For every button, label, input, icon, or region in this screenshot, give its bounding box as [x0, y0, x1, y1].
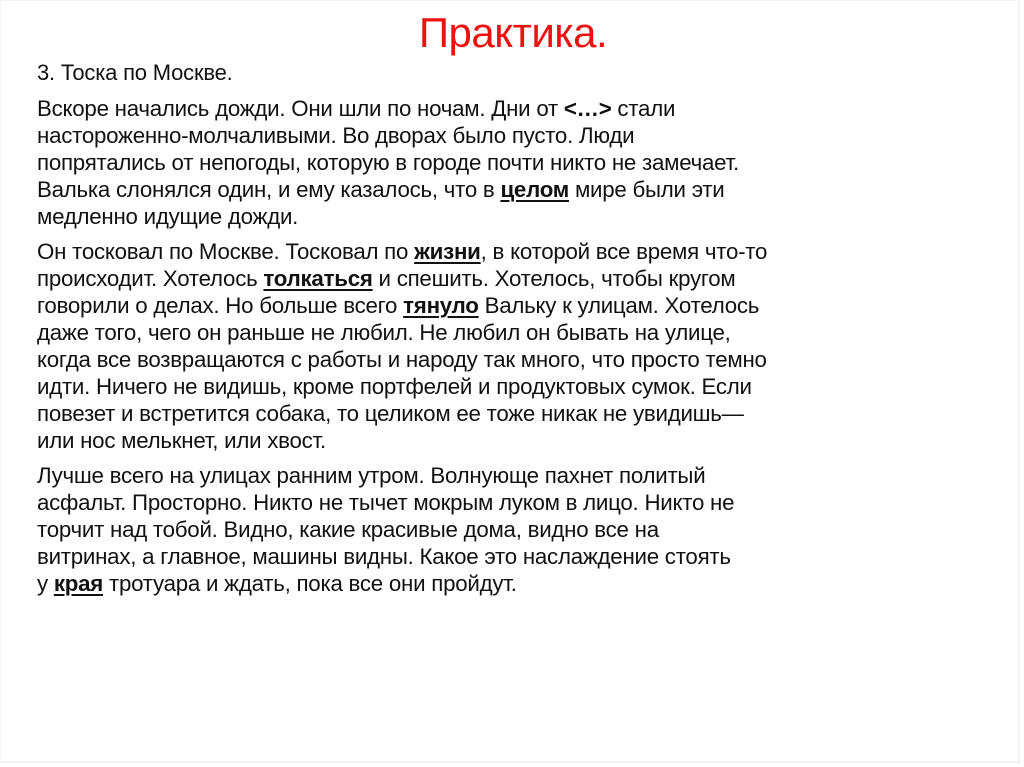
omission-marker: <…>: [563, 96, 612, 121]
text-line: повезет и встретится собака, то целиком ее тоже никак не увидишь—: [37, 401, 744, 426]
text-segment: стали: [611, 96, 676, 121]
text-line: [37, 95, 1007, 122]
text-line: когда все возвращаются с работы и народу так много, что просто темно: [37, 347, 767, 372]
text-line: [37, 238, 1007, 265]
text-segment: и спешить. Хотелось, чтобы кругом: [372, 266, 736, 291]
text-segment: говорили о делах. Но больше всего: [37, 293, 404, 318]
slide-content: [37, 59, 1007, 605]
paragraph-2: [37, 238, 1007, 454]
text-segment: Вальку к улицам. Хотелось: [478, 293, 760, 318]
text-line: даже того, чего он раньше не любил. Не любил он бывать на улице,: [37, 320, 731, 345]
text-segment: тротуара и ждать, пока все они пройдут.: [103, 571, 517, 596]
text-line: попрятались от непогоды, которую в городе почти никто не замечает.: [37, 150, 739, 175]
text-segment: происходит. Хотелось: [37, 266, 264, 291]
text-line: медленно идущие дожди.: [37, 204, 299, 229]
text-line: [37, 570, 1007, 597]
highlighted-word: тянуло: [403, 293, 479, 318]
text-line: [37, 176, 1007, 203]
text-line: настороженно-молчаливыми. Во дворах было пусто. Люди: [37, 123, 635, 148]
text-line: витринах, а главное, машины видны. Какое это наслаждение стоять: [37, 544, 731, 569]
text-segment: Он тосковал по Москве. Тосковал по: [37, 239, 415, 264]
text-line: идти. Ничего не видишь, кроме портфелей и продуктовых сумок. Если: [37, 374, 752, 399]
highlighted-word: жизни: [414, 239, 481, 264]
text-segment: у: [37, 571, 54, 596]
text-segment: , в которой все время что-то: [480, 239, 768, 264]
highlighted-word: края: [53, 571, 104, 596]
text-segment: Вскоре начались дожди. Они шли по ночам. Дни от: [37, 96, 564, 121]
highlighted-word: толкаться: [263, 266, 373, 291]
text-segment: Валька слонялся один, и ему казалось, что в: [37, 177, 501, 202]
text-line: [37, 292, 1007, 319]
text-line: торчит над тобой. Видно, какие красивые дома, видно все на: [37, 517, 659, 542]
text-line: или нос мелькнет, или хвост.: [37, 428, 326, 453]
text-line: [37, 265, 1007, 292]
text-line: Лучше всего на улицах ранним утром. Волнующе пахнет политый: [37, 463, 706, 488]
slide-title: Практика.: [418, 9, 608, 56]
text-segment: мире были эти: [569, 177, 725, 202]
highlighted-word: целом: [500, 177, 570, 202]
section-heading: 3. Тоска по Москве.: [37, 60, 233, 85]
text-line: асфальт. Просторно. Никто не тычет мокрым луком в лицо. Никто не: [37, 490, 735, 515]
paragraph-3: [37, 462, 1007, 597]
paragraph-1: [37, 95, 1007, 230]
